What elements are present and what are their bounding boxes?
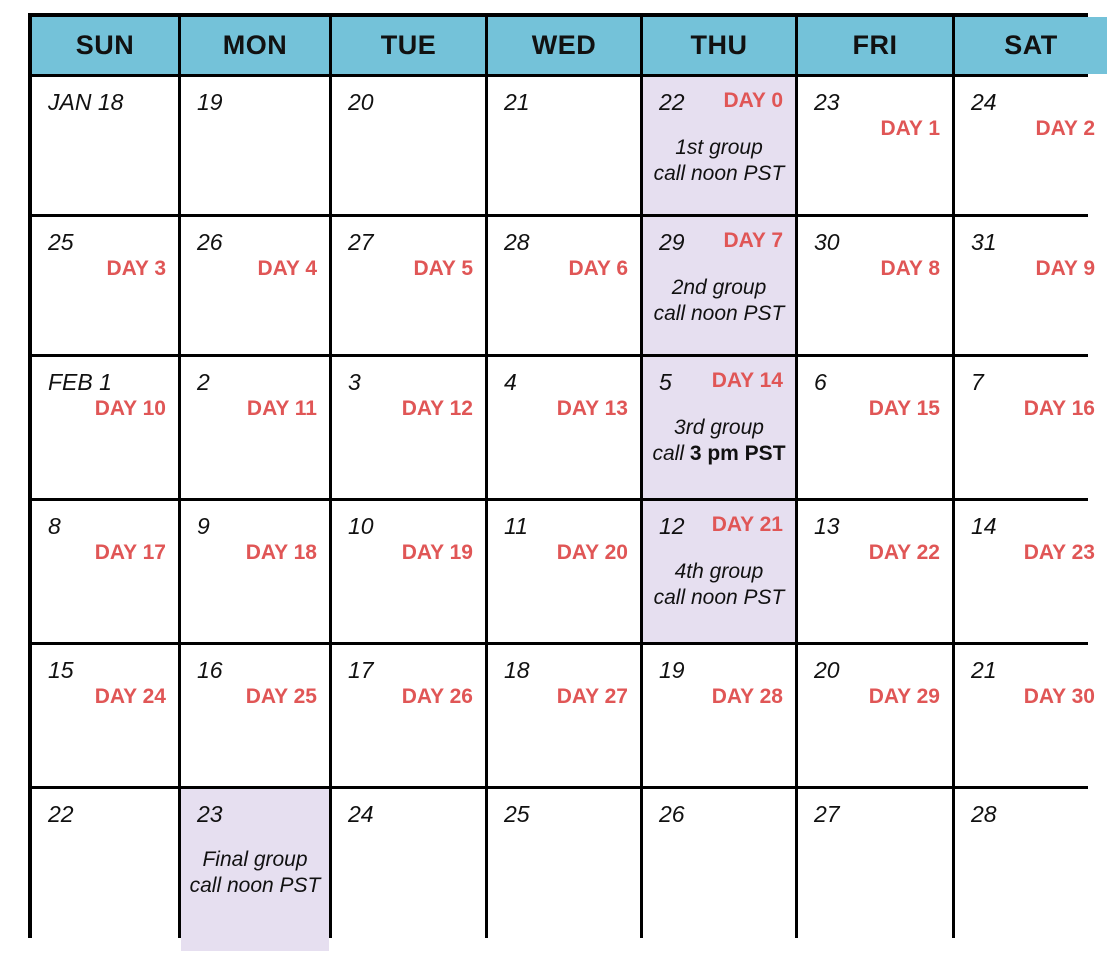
day-counter-label: DAY 9 [1035,257,1095,280]
calendar-day-cell [32,501,178,642]
date-number: 25 [504,801,530,827]
day-counter-label: DAY 24 [94,685,166,708]
date-number: 23 [197,801,223,827]
weekday-header-sat: SAT [955,17,1107,74]
event-line: 4th group [674,560,764,583]
calendar-day-cell [643,217,795,354]
calendar-day-cell [955,645,1107,786]
group-call-event [643,135,795,187]
calendar-day-cell [955,77,1107,214]
calendar-day-cell [488,217,640,354]
group-call-event [643,559,795,611]
calendar-day-cell [488,357,640,498]
day-counter-label: DAY 6 [568,257,628,280]
weekday-header-mon: MON [181,17,329,74]
calendar-day-cell [643,645,795,786]
day-counter-label: DAY 23 [1023,541,1095,564]
date-number: 3 [348,369,361,395]
calendar-day-cell [332,77,485,214]
event-time-bold: 3 pm PST [689,442,786,465]
date-number: 26 [197,229,223,255]
day-counter-label: DAY 14 [711,369,783,392]
day-counter-label: DAY 28 [711,685,783,708]
calendar-day-cell [332,789,485,951]
day-counter-label: DAY 11 [246,397,317,420]
calendar-day-cell [955,217,1107,354]
event-text: call [652,442,690,465]
date-number: 17 [348,657,374,683]
date-number: 6 [814,369,827,395]
calendar-day-cell [332,501,485,642]
date-number: 30 [814,229,840,255]
day-counter-label: DAY 7 [723,229,783,252]
date-number: FEB 1 [48,369,112,395]
date-number: 10 [348,513,374,539]
event-line: 2nd group [671,276,767,299]
date-number: 26 [659,801,685,827]
group-call-event [643,275,795,327]
date-number: 16 [197,657,223,683]
day-counter-label: DAY 3 [106,257,166,280]
event-line: 1st group [675,136,763,159]
calendar-day-cell [32,217,178,354]
day-counter-label: DAY 4 [257,257,317,280]
date-number: 20 [348,89,374,115]
event-line: call noon PST [653,586,785,609]
day-counter-label: DAY 21 [711,513,783,536]
calendar-day-cell [488,645,640,786]
day-counter-label: DAY 18 [245,541,317,564]
calendar-day-cell [332,217,485,354]
day-counter-label: DAY 27 [556,685,628,708]
calendar-day-cell [181,77,329,214]
day-counter-label: DAY 30 [1023,685,1095,708]
date-number: 27 [348,229,374,255]
event-line [643,441,795,467]
date-number: 21 [971,657,997,683]
calendar-day-cell [643,77,795,214]
calendar-day-cell [798,501,952,642]
calendar-day-cell [643,789,795,951]
calendar-day-cell [955,789,1107,951]
calendar-day-cell [32,77,178,214]
date-number: 20 [814,657,840,683]
day-counter-label: DAY 1 [880,117,940,140]
calendar-day-cell [798,77,952,214]
date-number: 4 [504,369,517,395]
calendar-day-cell [798,789,952,951]
group-call-event [181,847,329,899]
event-line: call noon PST [653,302,785,325]
date-number: 14 [971,513,997,539]
day-counter-label: DAY 12 [401,397,473,420]
date-number: 29 [659,229,685,255]
weekday-header-wed: WED [488,17,640,74]
day-counter-label: DAY 0 [723,89,783,112]
group-call-event [643,415,795,467]
day-counter-label: DAY 16 [1023,397,1095,420]
date-number: 18 [504,657,530,683]
date-number: 19 [659,657,685,683]
day-counter-label: DAY 20 [556,541,628,564]
date-number: 25 [48,229,74,255]
calendar-day-cell [488,77,640,214]
weekday-header-sun: SUN [32,17,178,74]
date-number: 12 [659,513,685,539]
day-counter-label: DAY 8 [880,257,940,280]
day-counter-label: DAY 29 [868,685,940,708]
calendar-day-cell [32,357,178,498]
calendar-day-cell [332,357,485,498]
calendar-grid [28,13,1095,938]
calendar-day-cell [643,501,795,642]
day-counter-label: DAY 15 [868,397,940,420]
calendar-day-cell [643,357,795,498]
date-number: 28 [504,229,530,255]
calendar-day-cell [798,217,952,354]
calendar-day-cell [798,645,952,786]
calendar-day-cell [181,789,329,951]
calendar-day-cell [181,645,329,786]
date-number: 13 [814,513,840,539]
date-number: 8 [48,513,61,539]
event-line: call noon PST [189,874,321,897]
day-counter-label: DAY 26 [401,685,473,708]
date-number: 15 [48,657,74,683]
date-number: 9 [197,513,210,539]
weekday-header-tue: TUE [332,17,485,74]
date-number: 31 [971,229,997,255]
day-counter-label: DAY 13 [556,397,628,420]
calendar-day-cell [181,501,329,642]
event-line: 3rd group [674,416,764,439]
calendar-day-cell [332,645,485,786]
event-line: call noon PST [653,162,785,185]
day-counter-label: DAY 19 [401,541,473,564]
event-line: Final group [202,848,308,871]
day-counter-label: DAY 5 [413,257,473,280]
calendar-day-cell [181,357,329,498]
day-counter-label: DAY 22 [868,541,940,564]
calendar-day-cell [798,357,952,498]
date-number: 11 [504,513,528,539]
calendar-day-cell [955,357,1107,498]
date-number: 2 [197,369,210,395]
date-number: 28 [971,801,997,827]
date-number: 23 [814,89,840,115]
date-number: 27 [814,801,840,827]
calendar-day-cell [32,645,178,786]
weekday-header-thu: THU [643,17,795,74]
calendar-day-cell [32,789,178,951]
calendar-day-cell [955,501,1107,642]
calendar-day-cell [488,789,640,951]
calendar-day-cell [488,501,640,642]
weekday-header-fri: FRI [798,17,952,74]
date-number: 22 [48,801,74,827]
day-counter-label: DAY 25 [245,685,317,708]
date-number: 24 [971,89,997,115]
date-number: 24 [348,801,374,827]
date-number: 21 [504,89,530,115]
date-number: 5 [659,369,672,395]
date-number: 22 [659,89,685,115]
date-number: JAN 18 [48,89,124,115]
day-counter-label: DAY 17 [94,541,166,564]
day-counter-label: DAY 10 [94,397,166,420]
date-number: 7 [971,369,984,395]
calendar-day-cell [181,217,329,354]
day-counter-label: DAY 2 [1035,117,1095,140]
date-number: 19 [197,89,223,115]
